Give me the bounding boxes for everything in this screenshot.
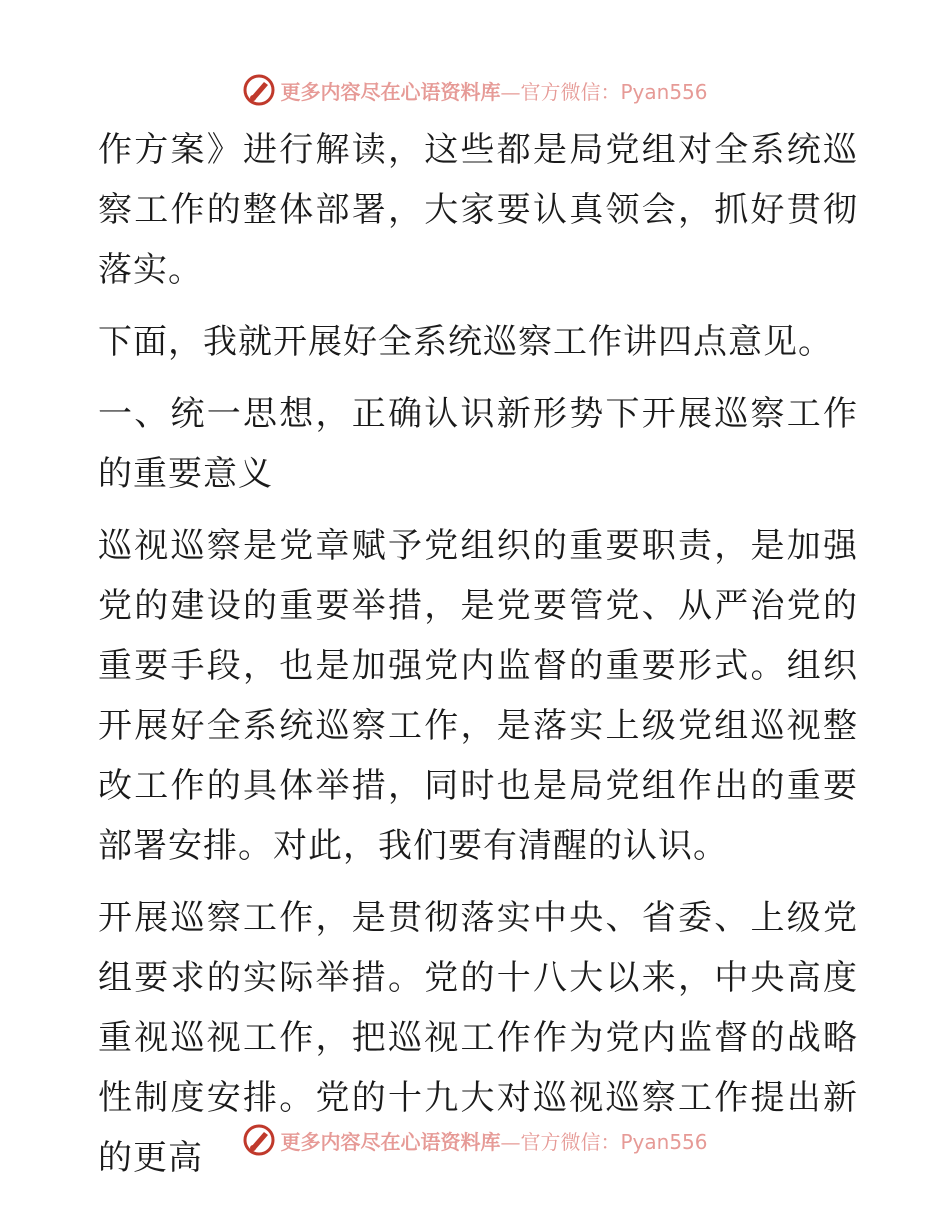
paragraph-4: 开展巡察工作，是贯彻落实中央、省委、上级党组要求的实际举措。党的十八大以来，中央高度重视巡视工作，把巡视工作作为党内监督的战略性制度安排。党的十九大对巡视巡察工作提出新的更高 bbox=[98, 898, 858, 1178]
paragraph-2: 下面，我就开展好全系统巡察工作讲四点意见。 bbox=[98, 322, 833, 362]
header-banner-inner bbox=[242, 73, 707, 107]
footer-banner bbox=[0, 1120, 950, 1160]
header-wechat-id: Pyan556 bbox=[620, 79, 708, 104]
footer-site-name: 更多内容尽在心语资料库 bbox=[280, 1129, 501, 1154]
paragraph-1: 作方案》进行解读，这些都是局党组对全系统巡察工作的整体部署，大家要认真领会，抓好贯彻落实。 bbox=[98, 130, 858, 290]
header-banner bbox=[0, 70, 950, 110]
brush-logo-icon bbox=[242, 73, 276, 107]
footer-wechat-id: Pyan556 bbox=[620, 1129, 708, 1154]
section-heading-1: 一、统一思想，正确认识新形势下开展巡察工作的重要意义 bbox=[98, 394, 858, 494]
footer-wechat-label: 官方微信： bbox=[520, 1129, 621, 1154]
footer-banner-inner bbox=[242, 1123, 707, 1157]
footer-separator: — bbox=[500, 1129, 521, 1154]
header-site-name: 更多内容尽在心语资料库 bbox=[280, 79, 501, 104]
brush-logo-icon bbox=[242, 1123, 276, 1157]
header-wechat-label: 官方微信： bbox=[520, 79, 621, 104]
paragraph-3: 巡视巡察是党章赋予党组织的重要职责，是加强党的建设的重要举措，是党要管党、从严治党的重要手段，也是加强党内监督的重要形式。组织开展好全系统巡察工作，是落实上级党组巡视整改工作的具体举措，同时也是局党组作出的重要部署安排。对此，我们要有清醒的认识。 bbox=[98, 526, 858, 866]
document-body bbox=[98, 120, 858, 1188]
footer-banner-text bbox=[280, 1126, 707, 1155]
header-banner-text bbox=[280, 76, 707, 105]
header-separator: — bbox=[500, 79, 521, 104]
